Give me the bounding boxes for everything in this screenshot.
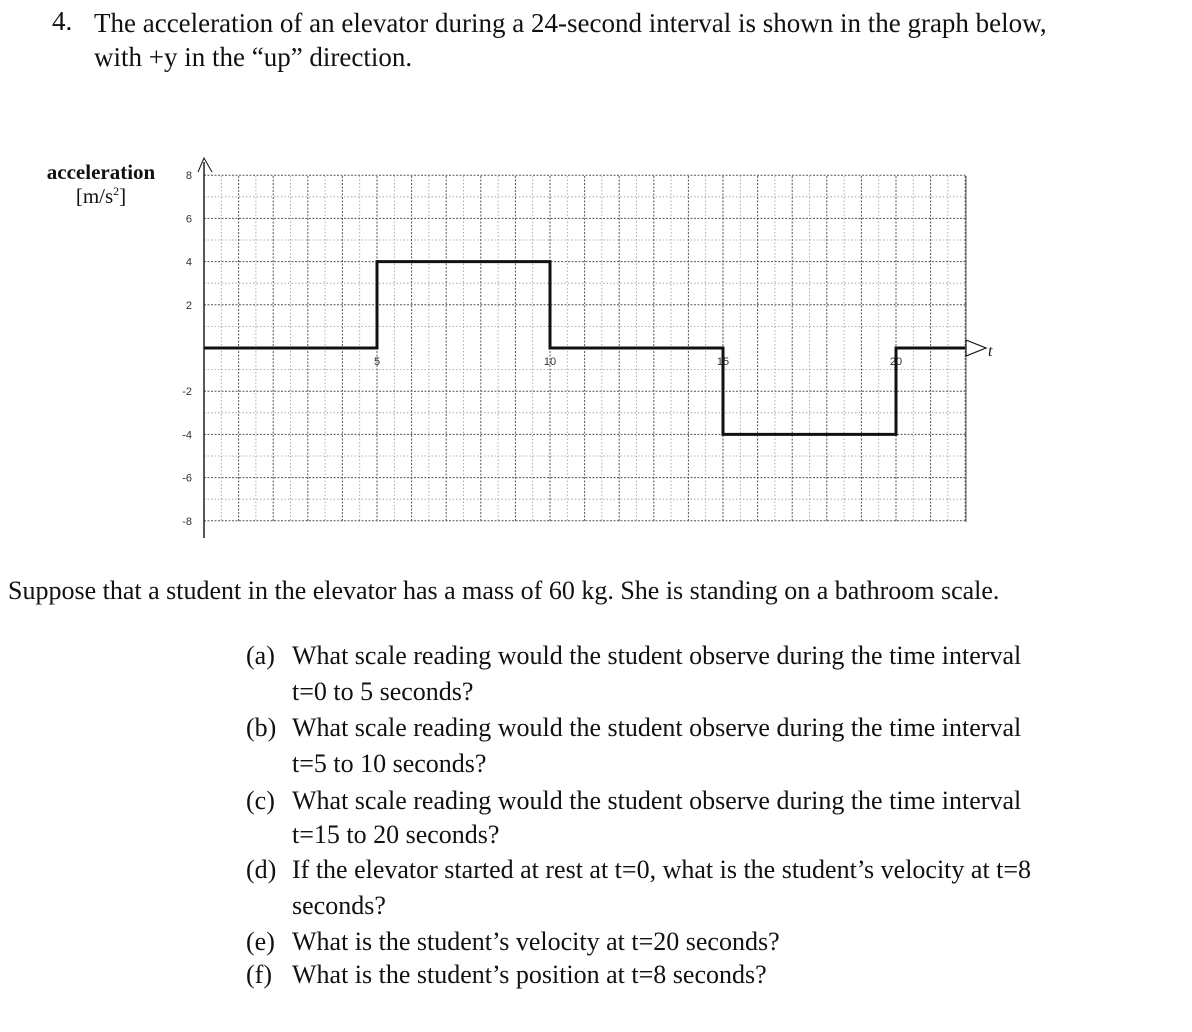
x-axis-arrow-icon [966, 340, 986, 356]
part-c-line-2: t=15 to 20 seconds? [292, 820, 500, 849]
part-b-line-1: What scale reading would the student observe during the time interval [292, 713, 1022, 742]
part-a-line-2: t=0 to 5 seconds? [292, 677, 474, 706]
y-axis-title: acceleration [46, 160, 156, 184]
part-f-line-1: What is the student’s position at t=8 seconds? [292, 960, 767, 989]
question-line-1: The acceleration of an elevator during a 24-second interval is shown in the graph below, [94, 8, 1047, 38]
y-tick-label: -8 [182, 515, 192, 528]
problem-intro: Suppose that a student in the elevator has a mass of 60 kg. She is standing on a bathroom scale. [8, 576, 1000, 605]
y-tick-label: -4 [182, 429, 192, 442]
y-axis-unit-prefix: [m/s [75, 184, 114, 208]
y-tick-label: -2 [182, 386, 192, 399]
part-d-label: (d) [246, 855, 277, 884]
y-tick-label: 8 [185, 170, 192, 183]
part-c-line-1: What scale reading would the student observe during the time interval [292, 786, 1022, 815]
part-b-line-2: t=5 to 10 seconds? [292, 749, 487, 778]
x-tick-label: 20 [889, 356, 903, 368]
part-e-label: (e) [246, 927, 275, 956]
part-a-line-1: What scale reading would the student observe during the time interval [292, 641, 1022, 670]
part-e-line-1: What is the student’s velocity at t=20 seconds? [292, 927, 780, 956]
part-f-label: (f) [246, 960, 272, 989]
y-tick-label: 4 [185, 256, 192, 269]
y-tick-label: 2 [185, 299, 192, 312]
part-a-label: (a) [246, 641, 275, 670]
x-tick-label: 15 [716, 356, 730, 368]
y-tick-label: -6 [182, 472, 192, 485]
y-axis-unit-power: 2 [113, 184, 120, 198]
y-axis-arrow-icon [198, 158, 212, 172]
y-tick-label: 6 [185, 213, 192, 226]
x-axis-label: t [988, 343, 993, 360]
part-d-line-1: If the elevator started at rest at t=0, what is the student’s velocity at t=8 [292, 855, 1032, 884]
y-axis-unit-suffix: ] [119, 184, 127, 208]
part-d-line-2: seconds? [292, 891, 386, 920]
question-number: 4. [52, 6, 73, 36]
x-tick-label: 5 [373, 356, 381, 368]
part-c-label: (c) [246, 786, 275, 815]
part-b-label: (b) [246, 713, 277, 742]
x-tick-label: 10 [543, 356, 557, 368]
question-line-2: with +y in the “up” direction. [94, 42, 413, 72]
